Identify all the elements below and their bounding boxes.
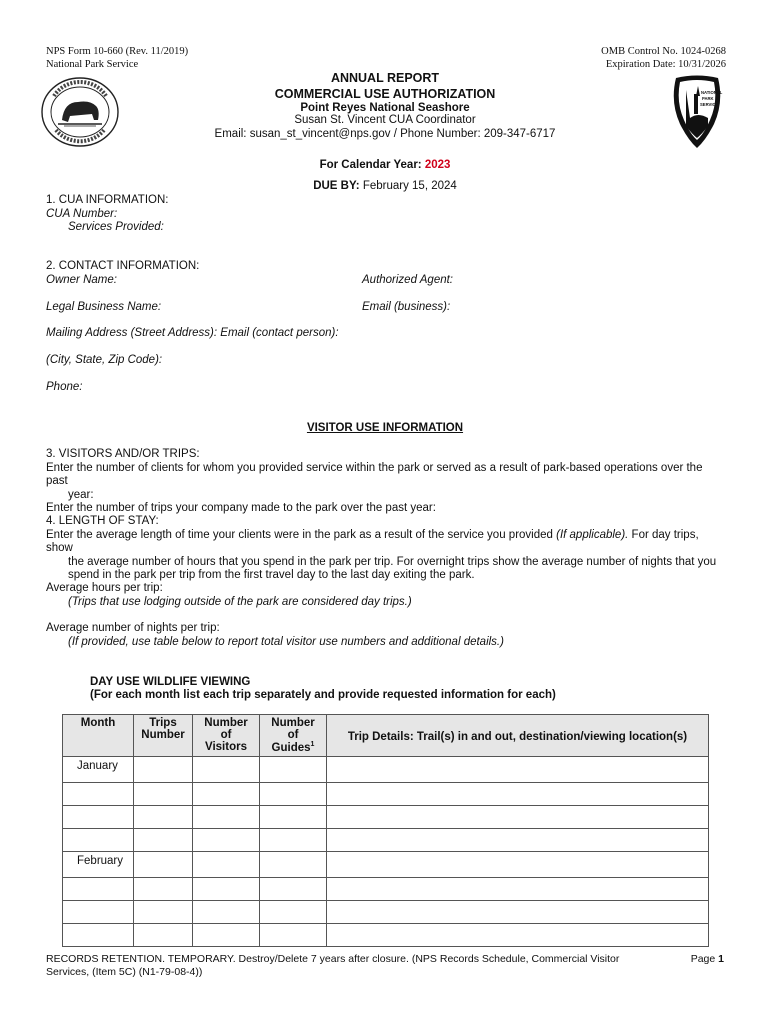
if-applicable-note: (If applicable). [556, 528, 629, 541]
page-number [691, 953, 724, 965]
city-state-zip-field[interactable]: (City, State, Zip Code): [46, 354, 163, 366]
month-cell [63, 783, 134, 806]
clients-count-field-cont: year: [68, 488, 94, 501]
avg-nights-field[interactable]: Average number of nights per trip: [46, 622, 220, 634]
header-label: Month [80, 717, 116, 729]
details-cell[interactable] [327, 852, 709, 878]
guides-label: Guides [271, 741, 311, 754]
guides-cell[interactable] [260, 783, 327, 806]
records-retention-footer: RECORDS RETENTION. TEMPORARY. Destroy/Delete 7 years after closure. (NPS Records Schedule, Commercial Visitor Services, (Item 5C) (N1-79-08-4)) [46, 953, 620, 978]
section-contact-heading: 2. CONTACT INFORMATION: [46, 260, 200, 272]
avg-nights-block [46, 622, 726, 649]
visitors-cell[interactable] [193, 783, 260, 806]
header-number-of-guides [260, 715, 327, 757]
calendar-year-value: 2023 [424, 159, 451, 171]
details-cell[interactable] [327, 901, 709, 924]
due-by-line [0, 180, 770, 192]
guides-cell[interactable] [260, 806, 327, 829]
clients-count-field[interactable]: Enter the number of clients for whom you provided service within the park or served as a result of park-based operations over the past [46, 461, 703, 487]
services-provided-field[interactable]: Services Provided: [68, 221, 164, 233]
month-cell [63, 901, 134, 924]
table-subtitle: (For each month list each trip separately and provide requested information for each) [90, 689, 556, 701]
table-row [63, 901, 709, 924]
coordinator-name: Susan St. Vincent CUA Coordinator [294, 114, 476, 126]
table-row [63, 878, 709, 901]
instructions-text: Enter the average length of time your clients were in the park as a result of the service you provided [46, 528, 557, 541]
cua-number-field[interactable]: CUA Number: [46, 207, 118, 220]
section-length-of-stay [46, 515, 726, 583]
due-by-date: February 15, 2024 [359, 180, 457, 192]
avg-hours-field[interactable]: Average hours per trip: [46, 582, 163, 594]
section-visitors-trips [46, 448, 726, 516]
instructions-text-3: spend in the park per trip from the first travel day to the last day exiting the park. [68, 569, 475, 581]
header-label: of [287, 729, 299, 741]
form-number: NPS Form 10-660 (Rev. 11/2019) [46, 46, 189, 57]
trips-cell[interactable] [134, 757, 193, 783]
avg-hours-block [46, 582, 726, 609]
header-trips-number [134, 715, 193, 757]
visitors-cell[interactable] [193, 852, 260, 878]
report-title: ANNUAL REPORT [330, 71, 440, 85]
expiration-date: Expiration Date: 10/31/2026 [605, 58, 726, 70]
authorized-agent-field[interactable]: Authorized Agent: [362, 274, 453, 286]
month-cell [63, 806, 134, 829]
trips-cell[interactable] [134, 901, 193, 924]
header-label [260, 741, 326, 754]
month-cell [63, 924, 134, 947]
length-of-stay-instructions [46, 529, 726, 556]
trips-cell[interactable] [134, 806, 193, 829]
section-heading: 1. CUA INFORMATION: [46, 194, 169, 206]
table-row [63, 852, 709, 878]
guides-cell[interactable] [260, 924, 327, 947]
details-cell[interactable] [327, 757, 709, 783]
svg-text:SERVICE: SERVICE [700, 102, 719, 107]
header-label: Number [204, 717, 248, 729]
guides-cell[interactable] [260, 901, 327, 924]
header-month [63, 715, 134, 757]
due-by-label: DUE BY: [313, 180, 360, 192]
header-label: Trip Details: Trail(s) in and out, destination/viewing location(s) [347, 730, 688, 743]
agency-name: National Park Service [46, 58, 139, 70]
header-label: Trips [149, 717, 177, 729]
table-row [63, 783, 709, 806]
legal-business-name-field[interactable]: Legal Business Name: [46, 301, 162, 313]
calendar-year-label: For Calendar Year: [319, 159, 425, 171]
svg-text:PARK: PARK [702, 96, 714, 101]
table-row [63, 829, 709, 852]
visitors-cell[interactable] [193, 757, 260, 783]
trips-count-field[interactable]: Enter the number of trips your company made to the park over the past year: [46, 502, 436, 514]
phone-field[interactable]: Phone: [46, 381, 83, 393]
page-number-value: 1 [718, 953, 724, 965]
instructions-text-2: the average number of hours that you spend in the park per trip. For overnight trips show the average number of nights that you [68, 555, 717, 568]
park-name: Point Reyes National Seashore [300, 102, 470, 114]
trips-cell[interactable] [134, 878, 193, 901]
header-label: Number [271, 717, 315, 729]
mailing-address-field[interactable]: Mailing Address (Street Address): Email (contact person): [46, 327, 339, 339]
table-row [63, 757, 709, 783]
report-subtitle: COMMERCIAL USE AUTHORIZATION [274, 87, 496, 101]
omb-control: OMB Control No. 1024-0268 [601, 46, 726, 57]
visitors-cell[interactable] [193, 829, 260, 852]
calendar-year-line [0, 159, 770, 171]
header-label: Number [141, 729, 185, 741]
table-row [63, 806, 709, 829]
visitors-cell[interactable] [193, 924, 260, 947]
table-row [63, 924, 709, 947]
month-cell: January [63, 757, 134, 783]
section-heading: 4. LENGTH OF STAY: [46, 515, 159, 527]
table-title: DAY USE WILDLIFE VIEWING [90, 676, 251, 688]
month-cell [63, 829, 134, 852]
avg-nights-note: (If provided, use table below to report total visitor use numbers and additional details.) [68, 635, 504, 648]
header-label: of [220, 729, 232, 741]
section-heading: 3. VISITORS AND/OR TRIPS: [46, 448, 200, 460]
guides-cell[interactable] [260, 852, 327, 878]
form-header-right [601, 46, 726, 71]
guides-cell[interactable] [260, 757, 327, 783]
footnote-marker: 1 [310, 741, 315, 748]
header-label: Visitors [205, 741, 247, 753]
visitors-cell[interactable] [193, 878, 260, 901]
details-cell[interactable] [327, 783, 709, 806]
trips-cell[interactable] [134, 783, 193, 806]
svg-text:NATIONAL: NATIONAL [701, 90, 723, 95]
details-cell[interactable] [327, 924, 709, 947]
table-header-row [63, 715, 709, 757]
wildlife-viewing-table [62, 714, 709, 947]
guides-cell[interactable] [260, 878, 327, 901]
details-cell[interactable] [327, 829, 709, 852]
owner-name-field[interactable]: Owner Name: [46, 274, 117, 286]
coordinator-contact: Email: susan_st_vincent@nps.gov / Phone Number: 209-347-6717 [214, 128, 556, 140]
visitors-cell[interactable] [193, 806, 260, 829]
trips-cell[interactable] [134, 852, 193, 878]
header-number-of-visitors [193, 715, 260, 757]
header-trip-details [327, 715, 709, 757]
month-cell: February [63, 852, 134, 878]
instructions-text-end: For day trips, show [46, 528, 699, 554]
month-cell [63, 878, 134, 901]
trips-cell[interactable] [134, 829, 193, 852]
visitors-cell[interactable] [193, 901, 260, 924]
avg-hours-note: (Trips that use lodging outside of the park are considered day trips.) [68, 595, 412, 608]
section-cua-info [46, 194, 168, 235]
trips-cell[interactable] [134, 924, 193, 947]
details-cell[interactable] [327, 878, 709, 901]
email-business-field[interactable]: Email (business): [362, 301, 451, 313]
guides-cell[interactable] [260, 829, 327, 852]
visitor-use-heading: VISITOR USE INFORMATION [306, 422, 464, 434]
form-header-left [46, 46, 188, 71]
page-label: Page [690, 953, 719, 965]
details-cell[interactable] [327, 806, 709, 829]
